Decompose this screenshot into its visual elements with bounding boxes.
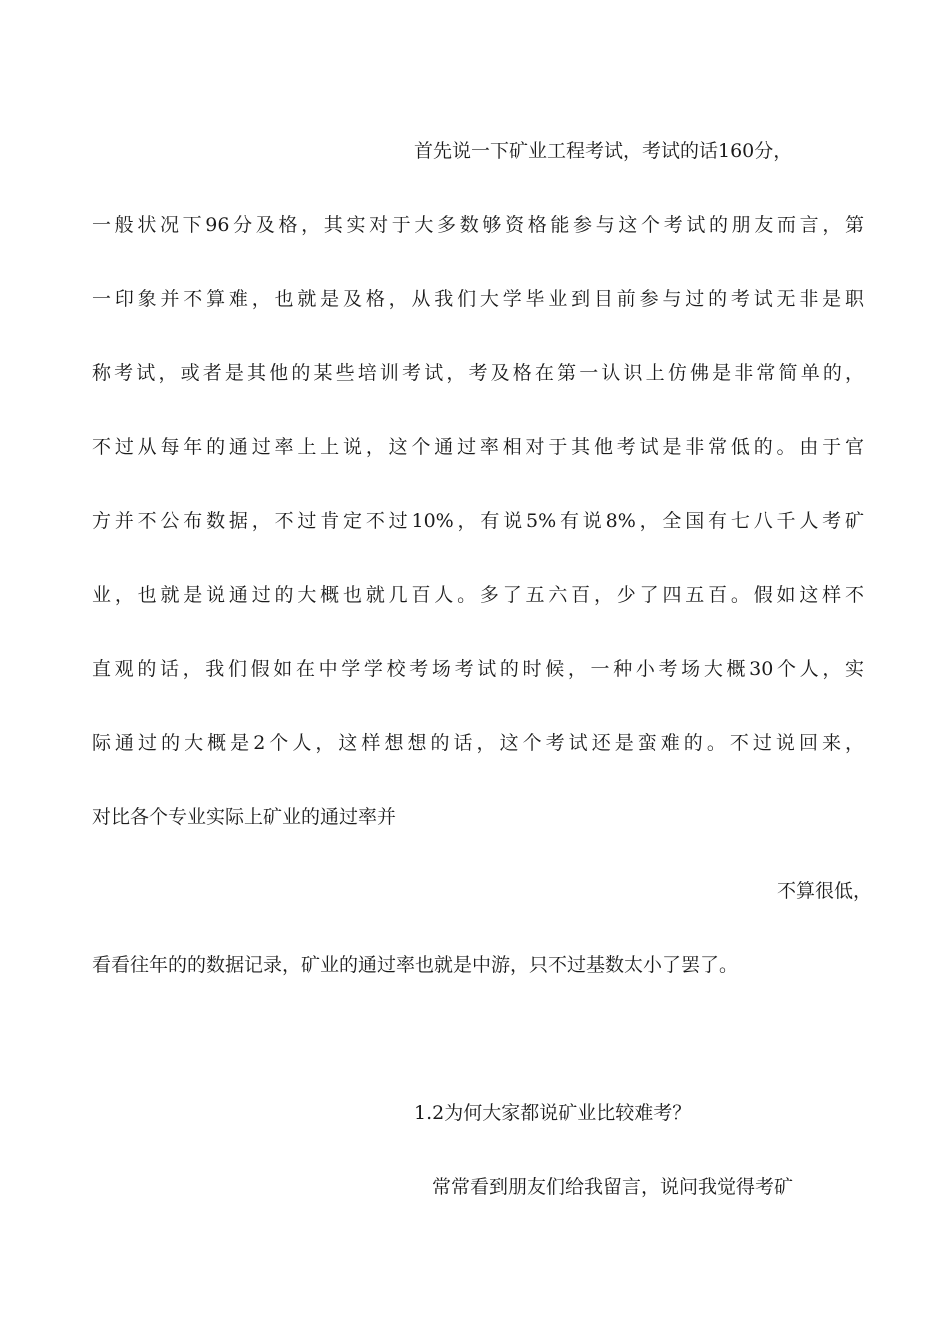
paragraph-1-line-6: 方并不公布数据，不过肯定不过10%，有说5%有说8%，全国有七八千人考矿 bbox=[92, 510, 864, 532]
paragraph-1-line-8: 直观的话，我们假如在中学学校考场考试的时候，一种小考场大概30个人，实 bbox=[92, 658, 864, 680]
paragraph-1-line-4: 称考试，或者是其他的某些培训考试，考及格在第一认识上仿佛是非常简单的， bbox=[92, 362, 864, 384]
paragraph-1-line-10: 对比各个专业实际上矿业的通过率并 bbox=[92, 806, 397, 828]
section-heading: 1.2为何大家都说矿业比较难考？ bbox=[414, 1102, 692, 1124]
paragraph-1-line-3: 一印象并不算难，也就是及格，从我们大学毕业到目前参与过的考试无非是职 bbox=[92, 288, 864, 310]
paragraph-1-line-5: 不过从每年的通过率上上说，这个通过率相对于其他考试是非常低的。由于官 bbox=[92, 436, 864, 458]
paragraph-1-line-2: 一般状况下96分及格，其实对于大多数够资格能参与这个考试的朋友而言，第 bbox=[92, 214, 864, 236]
paragraph-3-line-1: 常常看到朋友们给我留言，说问我觉得考矿 bbox=[432, 1176, 794, 1198]
paragraph-2-line-right: 不算很低， bbox=[776, 880, 872, 902]
paragraph-1-line-7: 业，也就是说通过的大概也就几百人。多了五六百，少了四五百。假如这样不 bbox=[92, 584, 864, 606]
paragraph-1-line-9: 际通过的大概是2个人，这样想想的话，这个考试还是蛮难的。不过说回来， bbox=[92, 732, 864, 754]
paragraph-1-line-1: 首先说一下矿业工程考试，考试的话160分， bbox=[414, 140, 793, 162]
paragraph-2-line-left: 看看往年的的数据记录，矿业的通过率也就是中游，只不过基数太小了罢了。 bbox=[92, 954, 739, 976]
